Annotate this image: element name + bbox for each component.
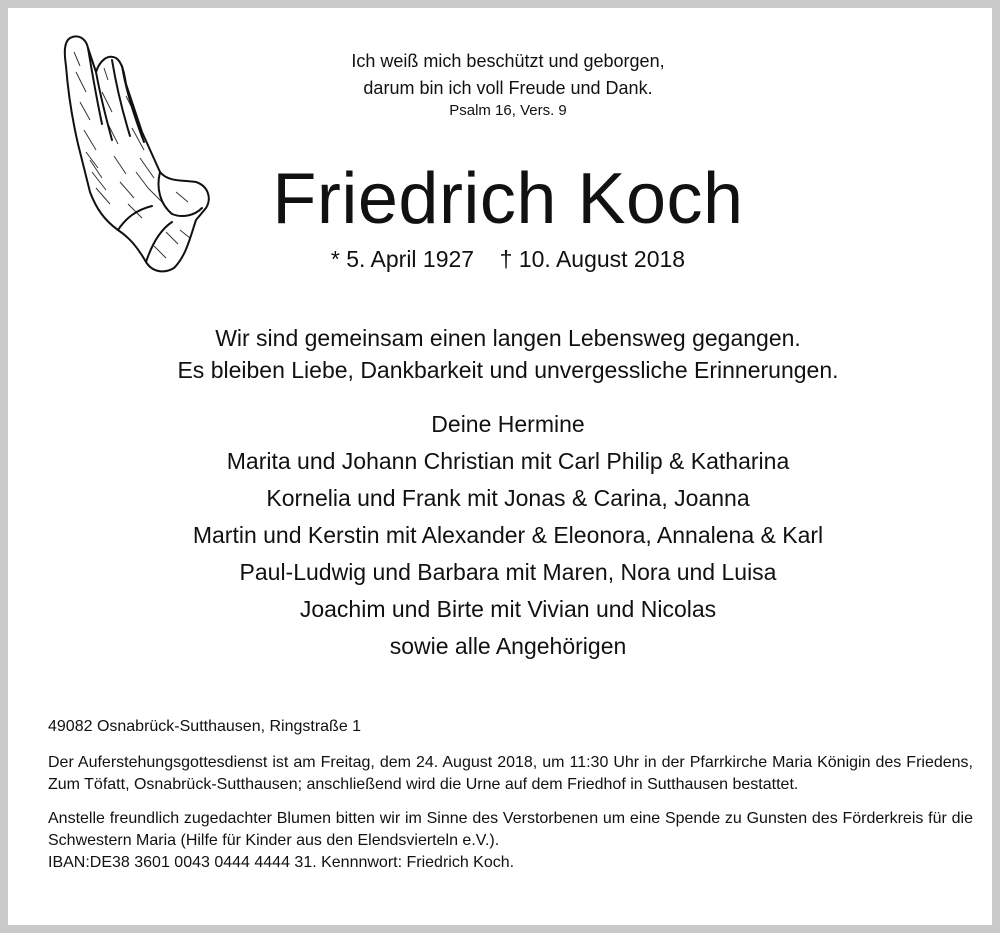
quote-line-2: Es bleiben Liebe, Dankbarkeit und unvergessliche Erinnerungen.	[177, 357, 839, 383]
verse-line-2: darum bin ich voll Freude und Dank.	[363, 78, 653, 98]
mourner-line: Martin und Kerstin mit Alexander & Eleonora, Annalena & Karl	[192, 522, 824, 548]
mourner-line: Deine Hermine	[431, 411, 585, 437]
psalm-verse	[258, 48, 758, 102]
donation-text: Anstelle freundlich zugedachter Blumen bitten wir im Sinne des Verstorbenen um eine Spende zu Gunsten des Förderkreis für die Schwestern Maria (Hilfe für Kinder aus den Elendsvierteln e.V.).	[48, 810, 973, 849]
mourners-list	[108, 406, 908, 665]
verse-line-1: Ich weiß mich beschützt und geborgen,	[351, 51, 665, 71]
service-details: Der Auferstehungsgottesdienst ist am Freitag, dem 24. August 2018, um 11:30 Uhr in der Pfarrkirche Maria Königin des Friedens, Zum Töfatt, Osnabrück-Sutthausen; anschließend wird die Urne auf dem Friedhof in Sutthausen bestattet.	[48, 754, 973, 793]
mourner-line: Kornelia und Frank mit Jonas & Carina, Joanna	[266, 485, 750, 511]
mourner-line: sowie alle Angehörigen	[389, 633, 627, 659]
mourner-line: Marita und Johann Christian mit Carl Philip & Katharina	[226, 448, 790, 474]
deceased-name: Friedrich Koch	[272, 159, 744, 239]
notice-footer	[48, 716, 973, 886]
verse-reference: Psalm 16, Vers. 9	[449, 102, 567, 119]
memorial-quote	[108, 322, 908, 386]
family-address: 49082 Osnabrück-Sutthausen, Ringstraße 1	[48, 718, 362, 735]
mourner-line: Joachim und Birte mit Vivian und Nicolas	[299, 596, 717, 622]
praying-hands-icon	[56, 32, 216, 277]
quote-line-1: Wir sind gemeinsam einen langen Lebensweg gegangen.	[215, 325, 801, 351]
mourner-line: Paul-Ludwig und Barbara mit Maren, Nora und Luisa	[239, 559, 777, 585]
donation-iban: IBAN:DE38 3601 0043 0444 4444 31. Kennnwort: Friedrich Koch.	[48, 854, 515, 871]
life-dates: * 5. April 1927 † 10. August 2018	[330, 246, 686, 272]
donation-request	[48, 808, 973, 852]
